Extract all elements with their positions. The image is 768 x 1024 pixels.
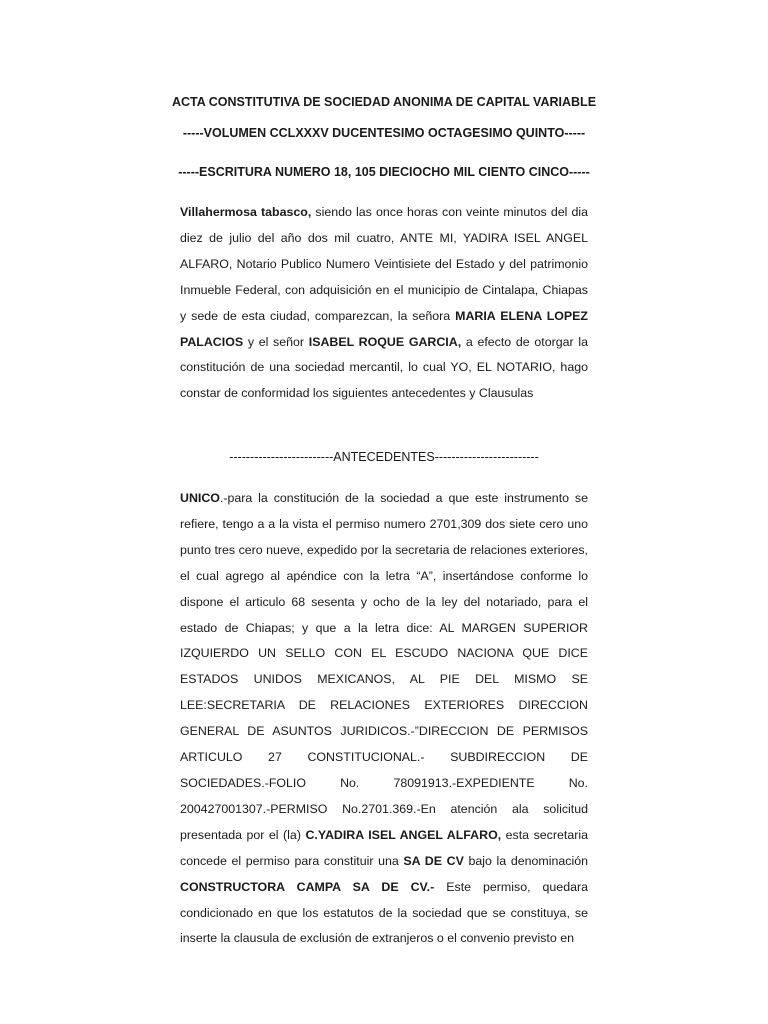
intro-text-3: a efecto de otorgar la constitución de una sociedad mercantil, lo cual YO, EL NOTARIO, hago constar de conformidad los siguientes antecedentes y Clausulas	[180, 334, 588, 401]
unico-text-3: bajo la denominación	[463, 853, 588, 868]
appearing-person-2: ISABEL ROQUE GARCIA,	[308, 334, 462, 349]
document-title: ACTA CONSTITUTIVA DE SOCIEDAD ANONIMA DE CAPITAL VARIABLE	[171, 95, 597, 109]
appearing-person-1: MARIA ELENA LOPEZ PALACIOS	[180, 308, 588, 349]
deed-heading: -----ESCRITURA NUMERO 18, 105 DIECIOCHO MIL CIENTO CINCO-----	[178, 165, 590, 179]
applicant-name: C.YADIRA ISEL ANGEL ALFARO,	[305, 827, 502, 842]
place-name: Villahermosa tabasco,	[180, 205, 312, 219]
intro-text-1: siendo las once horas con veinte minutos del dia diez de julio del año dos mil cuatro, ANTE MI, YADIRA ISEL ANGEL ALFARO, Notario Publico Numero Veintisiete del Estado y del patrimonio Inmueble Federal, con adquisición en el municipio de Cintalapa, Chiapas y sede de esta ciudad, comparezcan, la señora	[180, 205, 588, 323]
antecedentes-heading: -------------------------ANTECEDENTES-------------------------	[229, 450, 539, 464]
unico-text-2: esta secretaria concede el permiso para constituir una	[180, 827, 588, 868]
unico-text-4: Este permiso, quedara condicionado en que los estatutos de la sociedad que se constituya, se inserte la clausula de exclusión de extranjeros o el convenio previsto en	[180, 879, 588, 946]
company-type: SA DE CV	[403, 853, 464, 868]
unico-paragraph	[180, 486, 588, 952]
intro-paragraph	[180, 200, 588, 407]
unico-label: UNICO	[180, 491, 220, 505]
volume-heading: -----VOLUMEN CCLXXXV DUCENTESIMO OCTAGESIMO QUINTO-----	[182, 126, 586, 140]
intro-text-2: y el señor	[243, 334, 309, 349]
company-name: CONSTRUCTORA CAMPA SA DE CV.-	[180, 879, 435, 894]
unico-text-1: .-para la constitución de la sociedad a que este instrumento se refiere, tengo a a la vista el permiso numero 2701,309 dos siete cero uno punto tres cero nueve, expedido por la secretaria de relaciones exteriores, el cual agrego al apéndice con la letra “A”, insertándose conforme lo dispone el articulo 68 sesenta y ocho de la ley del notariado, para el estado de Chiapas; y que a la letra dice: AL MARGEN SUPERIOR IZQUIERDO UN SELLO CON EL ESCUDO NACIONA QUE DICE ESTADOS UNIDOS MEXICANOS, AL PIE DEL MISMO SE LEE:SECRETARIA DE RELACIONES EXTERIORES DIRECCION GENERAL DE ASUNTOS JURIDICOS.-”DIRECCION DE PERMISOS ARTICULO 27 CONSTITUCIONAL.- SUBDIRECCION DE SOCIEDADES.-FOLIO No. 78091913.-EXPEDIENTE No. 200427001307.-PERMISO No.2701.369.-En atención ala solicitud presentada por el (la)	[180, 491, 588, 842]
